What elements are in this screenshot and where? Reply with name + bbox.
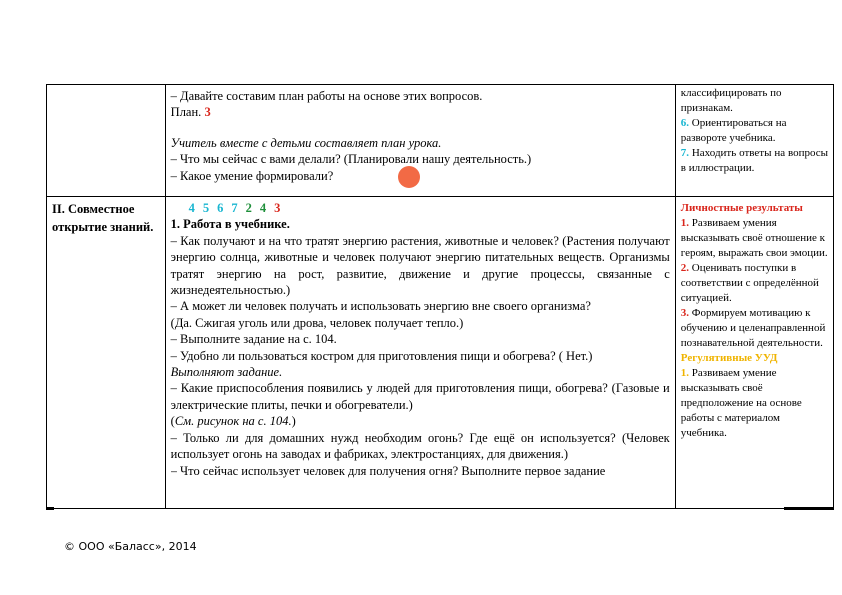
seq-number: 5 <box>202 201 210 215</box>
paragraph: Выполняют задание. <box>170 365 283 380</box>
paragraph: – Что сейчас использует человек для получения огня? Выполните первое задание <box>170 463 606 478</box>
outcome-item <box>681 146 828 176</box>
bottom-right-mark <box>784 507 834 510</box>
stage-number: II. <box>52 202 65 216</box>
paragraph: – Какие приспособления появились у людей для приготовления пищи, обогрева? (Газовые и электрические плиты, печки и обогреватели.) <box>170 381 670 412</box>
lesson-table <box>46 84 834 509</box>
outcome-item <box>681 116 828 146</box>
bottom-left-mark <box>46 507 54 510</box>
seq-number: 3 <box>274 201 281 215</box>
outcome-heading: Личностные результаты <box>680 202 803 214</box>
text-line: – Какое умение формировали? <box>170 168 334 183</box>
outcome-item <box>681 216 828 261</box>
stage-title: Совместное открытие знаний. <box>52 202 154 234</box>
outcome-number: 6. <box>680 117 689 129</box>
table-row <box>47 85 834 197</box>
outcome-number: 1. <box>680 367 689 379</box>
seq-number: 4 <box>259 201 267 215</box>
outcome-number: 1. <box>680 217 689 229</box>
paragraph: (Да. Сжигая уголь или дрова, человек получает тепло.) <box>170 315 464 330</box>
plan-number: 3 <box>204 105 211 120</box>
seq-number: 6 <box>217 201 224 215</box>
seq-number: 4 <box>188 201 195 215</box>
orange-dot-marker <box>398 166 420 188</box>
outcome-text: Находить ответы на вопросы в иллюстрации. <box>680 147 828 174</box>
paragraph: – Удобно ли пользоваться костром для приготовления пищи и обогрева? ( Нет.) <box>170 348 593 363</box>
teacher-note: Учитель вместе с детьми составляет план урока. <box>170 135 442 150</box>
outcome-number: 7. <box>680 147 689 159</box>
outcome-item <box>681 261 828 306</box>
outcome-text: Развиваем умение высказывать своё предположение на основе работы с материалом учебника. <box>680 367 802 439</box>
paren: ) <box>291 414 296 429</box>
outcome-text: классифицировать по признакам. <box>680 87 782 114</box>
paragraph: – А может ли человек получать и использовать энергию вне своего организма? <box>170 299 591 314</box>
paragraph: – Выполните задание на с. 104. <box>170 332 337 347</box>
seq-number: 7 <box>231 201 238 215</box>
figure-ref: См. рисунок на с. 104. <box>174 414 292 429</box>
paragraph: – Как получают и на что тратят энергию растения, животные и человек? (Растения получают энергию солнца, животные и человек получают энергию питательных веществ. Организмы тратят энергию на рост, развитие, движение и другие процессы, связанные с жизнедеятельностью.) <box>170 233 670 298</box>
activity-cell <box>165 197 675 509</box>
plan-label: План. <box>170 105 205 120</box>
outcomes-cell <box>675 85 833 197</box>
paragraph: – Только ли для домашних нужд необходим огонь? Где ещё он используется? (Человек использует огонь на заводах и фабриках, электростанциях, для движения.) <box>170 430 670 462</box>
outcome-number: 2. <box>680 262 689 274</box>
paren: ( <box>170 414 175 429</box>
table-row <box>47 197 834 509</box>
outcome-text: Формируем мотивацию к обучению и целенаправленной познавательной деятельности. <box>680 307 826 349</box>
text-line: – Что мы сейчас с вами делали? (Планировали нашу деятельность.) <box>170 152 532 167</box>
stage-cell <box>47 197 166 509</box>
outcome-item <box>681 306 828 351</box>
outcome-text: Развиваем умения высказывать своё отношение к героям, выражать свои эмоции. <box>680 217 828 259</box>
outcomes-cell <box>675 197 833 509</box>
outcome-text: Ориентироваться на развороте учебника. <box>680 117 787 144</box>
section-heading: 1. Работа в учебнике. <box>170 217 290 232</box>
outcome-number: 3. <box>680 307 689 319</box>
outcome-text: Оценивать поступки в соответствии с определённой ситуацией. <box>680 262 819 304</box>
stage-cell-empty <box>47 85 166 197</box>
outcome-heading: Регулятивные УУД <box>680 352 778 364</box>
copyright-footer: © ООО «Баласс», 2014 <box>64 540 197 553</box>
activity-cell <box>165 85 675 197</box>
outcome-item <box>681 366 828 441</box>
text-line: – Давайте составим план работы на основе этих вопросов. <box>170 89 483 103</box>
paragraph <box>171 413 670 429</box>
seq-number: 2 <box>245 201 252 215</box>
plan-line <box>171 104 670 120</box>
number-sequence <box>171 200 670 216</box>
